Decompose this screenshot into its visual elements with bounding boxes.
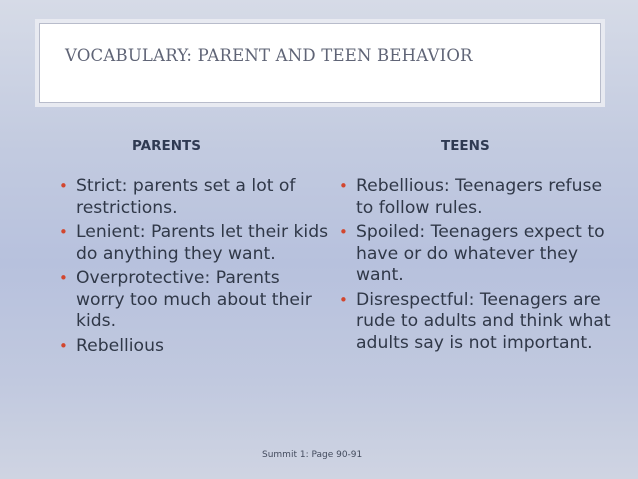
- teens-heading: TEENS: [441, 138, 490, 154]
- bullet-icon: •: [339, 223, 348, 241]
- slide-title: VOCABULARY: PARENT AND TEEN BEHAVIOR: [65, 46, 473, 65]
- bullet-icon: •: [59, 177, 68, 195]
- bullet-icon: •: [59, 269, 68, 287]
- bullet-icon: •: [59, 336, 68, 355]
- bullet-icon: •: [339, 177, 348, 195]
- list-item-text: Rebellious: Teenagers refuse to follow rules.: [356, 176, 603, 218]
- list-item: [339, 176, 624, 219]
- list-item-text: Disrespectful: Teenagers are rude to adults and think what adults say is not important.: [356, 289, 611, 353]
- title-box: [39, 23, 601, 103]
- list-item: [59, 268, 329, 333]
- teens-list: [339, 176, 624, 357]
- footer-reference: Summit 1: Page 90-91: [262, 450, 363, 460]
- list-item: [59, 176, 329, 219]
- list-item-text: Lenient: Parents let their kids do anything they want.: [76, 222, 329, 264]
- parents-heading: PARENTS: [132, 138, 201, 154]
- parents-list: [59, 176, 329, 360]
- list-item: [339, 290, 624, 355]
- list-item: [59, 336, 329, 358]
- list-item-text: Spoiled: Teenagers expect to have or do whatever they want.: [356, 222, 605, 285]
- bullet-icon: •: [59, 223, 68, 241]
- bullet-icon: •: [339, 290, 348, 309]
- list-item: [339, 222, 624, 287]
- list-item-text: Overprotective: Parents worry too much about their kids.: [76, 268, 312, 331]
- list-item-text: Rebellious: [76, 335, 164, 356]
- list-item: [59, 222, 329, 265]
- list-item-text: Strict: parents set a lot of restrictions.: [76, 176, 296, 218]
